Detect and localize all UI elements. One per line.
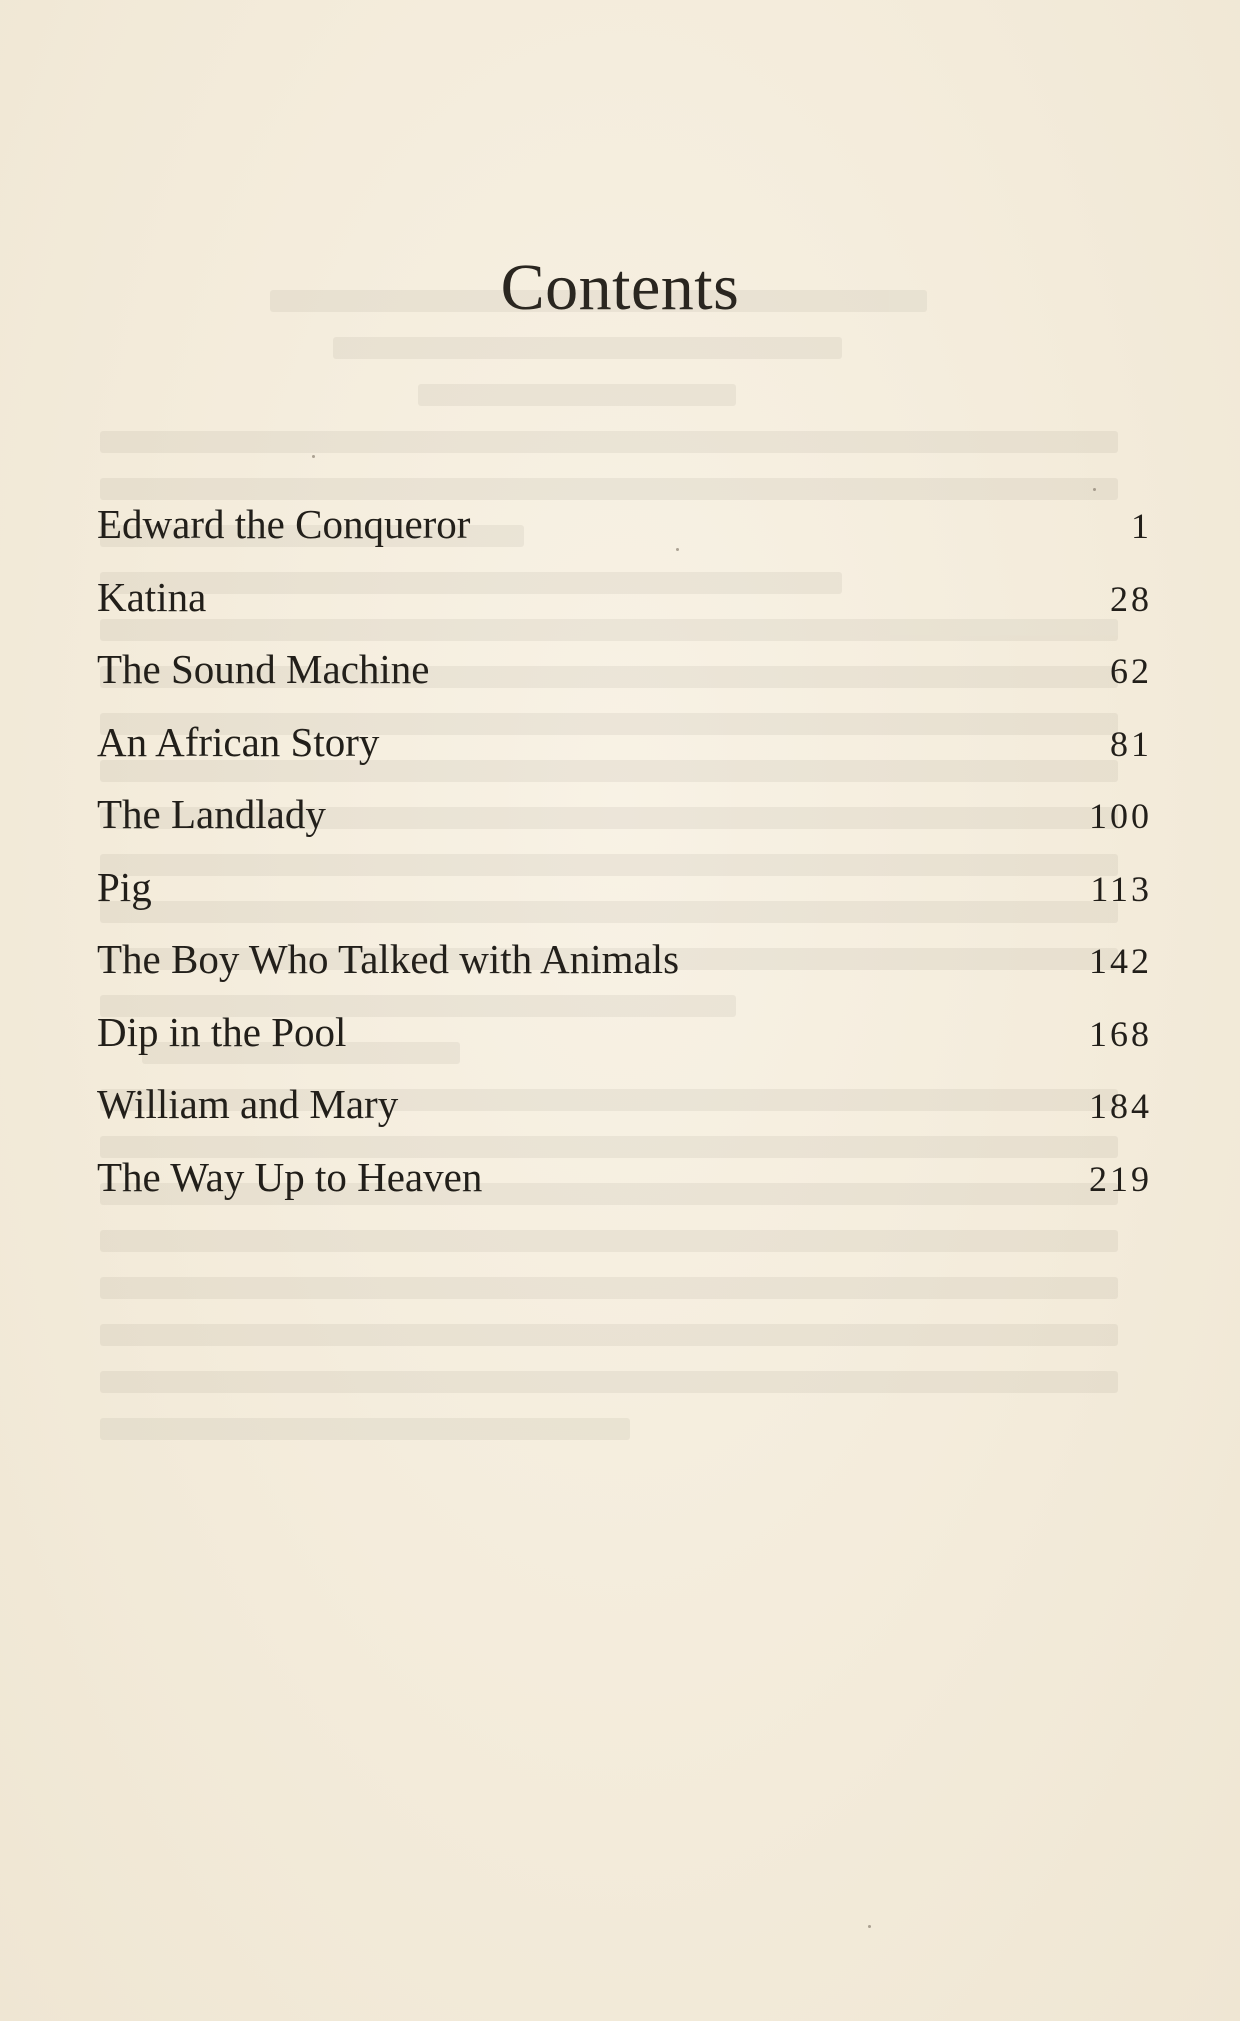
paper-speck [868, 1925, 871, 1928]
toc-entry [97, 500, 1152, 573]
toc-entry-title: The Boy Who Talked with Animals [97, 936, 680, 982]
toc-entry-page: 62 [1110, 651, 1152, 691]
toc-entry-title: The Way Up to Heaven [97, 1153, 483, 1200]
toc-entry-page: 142 [1089, 941, 1152, 981]
toc-entry-title: William and Mary [97, 1081, 399, 1127]
toc-entry-title: The Sound Machine [97, 646, 430, 692]
toc-entry-title: Katina [97, 573, 207, 620]
toc-entry-page: 113 [1090, 868, 1152, 909]
paper-speck [312, 455, 315, 458]
toc-entry-page: 81 [1110, 723, 1152, 764]
toc-entry-page: 1 [1131, 506, 1152, 546]
toc-entry-page: 184 [1089, 1086, 1152, 1126]
table-of-contents [97, 500, 1152, 1225]
toc-entry-page: 168 [1089, 1013, 1152, 1054]
toc-entry [97, 573, 1152, 646]
toc-entry [97, 935, 1152, 1008]
page-title: Contents [500, 251, 740, 324]
toc-entry [97, 1153, 1152, 1226]
toc-entry [97, 718, 1152, 791]
toc-entry [97, 645, 1152, 718]
toc-entry-title: Dip in the Pool [97, 1008, 347, 1055]
toc-entry [97, 1008, 1152, 1081]
toc-entry [97, 790, 1152, 863]
paper-speck [1093, 488, 1096, 491]
toc-entry-title: Edward the Conqueror [97, 501, 471, 547]
toc-entry-page: 28 [1110, 578, 1152, 619]
toc-entry [97, 863, 1152, 936]
toc-entry-page: 100 [1089, 796, 1152, 836]
toc-entry-page: 219 [1089, 1158, 1152, 1199]
toc-entry-title: The Landlady [97, 791, 326, 837]
toc-entry [97, 1080, 1152, 1153]
toc-entry-title: An African Story [97, 718, 380, 765]
toc-entry-title: Pig [97, 863, 152, 910]
